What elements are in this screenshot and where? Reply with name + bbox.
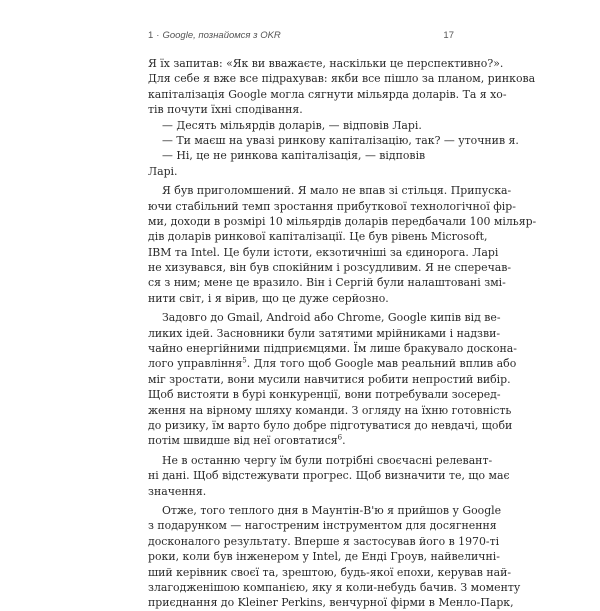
text-line bbox=[148, 102, 454, 117]
text-line-continuation: . bbox=[342, 434, 346, 448]
text-line bbox=[148, 356, 517, 371]
text-line-content: до ризику, їм варто було добре підготуватися до невдачі, щоби bbox=[148, 418, 513, 432]
text-line-content: ся з ним; мене це вразило. Він і Сергій були налаштовані змі- bbox=[148, 276, 506, 290]
text-line bbox=[148, 549, 500, 564]
text-line bbox=[148, 71, 536, 86]
text-line bbox=[148, 260, 512, 275]
body-text bbox=[148, 56, 537, 611]
text-line-content: роки, коли був інженером у Intel, де Енді Гроув, найвеличні- bbox=[148, 550, 500, 564]
text-line-content: Задовго до Gmail, Android або Chrome, Google кипів від ве- bbox=[162, 311, 501, 325]
page-number: 17 bbox=[443, 30, 454, 41]
text-line bbox=[148, 418, 513, 433]
running-head-separator: · bbox=[156, 30, 160, 41]
text-line-content: з подарунком — нагостреним інструментом для досягнення bbox=[148, 519, 497, 533]
text-line bbox=[148, 183, 512, 198]
text-line bbox=[148, 291, 454, 306]
text-line bbox=[148, 453, 493, 468]
text-line-content: — Ти маєш на увазі ринкову капіталізацію, так? — уточнив я. bbox=[162, 133, 519, 147]
text-line bbox=[148, 372, 511, 387]
text-line-content: лого управління bbox=[148, 357, 243, 371]
text-line bbox=[148, 148, 454, 163]
footnote-marker[interactable]: 6 bbox=[337, 433, 343, 442]
text-line-content: капіталізація Google могла сягнути мільярда доларів. Та я хо- bbox=[148, 87, 507, 101]
text-line bbox=[148, 403, 512, 418]
text-line-content: приєднання до Kleiner Perkins, венчурної фірми в Менло-Парк, bbox=[148, 596, 514, 610]
chapter-number: 1 bbox=[148, 30, 154, 41]
text-line bbox=[148, 580, 521, 595]
text-line bbox=[148, 468, 510, 483]
text-line bbox=[148, 534, 500, 549]
text-line-content: Щоб вистояти в бурі конкуренції, вони потребували зосеред- bbox=[148, 388, 501, 402]
text-line-content: Для себе я вже все підрахував: якби все пішло за планом, ринкова bbox=[148, 72, 536, 86]
text-line-content: міг зростати, вони мусили навчитися робити непростий вибір. bbox=[148, 372, 511, 386]
text-line-content: злагодженішою компанією, яку я коли-небудь бачив. З моменту bbox=[148, 580, 521, 594]
footnote-marker[interactable]: 5 bbox=[242, 356, 247, 365]
text-line bbox=[148, 433, 454, 448]
text-line-content: дів доларів ринкової капіталізації. Це був рівень Microsoft, bbox=[148, 230, 488, 244]
text-line-content: ження на вірному шляху команди. З огляду на їхню готовність bbox=[148, 403, 512, 417]
text-line-content: — Десять мільярдів доларів, — відповів Ларі. bbox=[162, 118, 422, 132]
text-line bbox=[148, 503, 502, 518]
text-line-content: — Ні, це не ринкова капіталізація, — відповів bbox=[162, 149, 426, 163]
text-line-content: ні дані. Щоб відстежувати прогрес. Щоб визначити те, що має bbox=[148, 469, 510, 483]
text-line bbox=[148, 275, 506, 290]
text-line-content: IBM та Intel. Це були істоти, екзотичніші за єдинорога. Ларі bbox=[148, 245, 499, 259]
text-line-content: ми, доходи в розмірі 10 мільярдів доларів передбачали 100 мільяр- bbox=[148, 214, 537, 228]
text-line-content: ючи стабільний темп зростання прибуткової технологічної фір- bbox=[148, 199, 516, 213]
text-line-content: Я їх запитав: «Як ви вважаєте, наскільки це перспективно?». bbox=[148, 57, 504, 70]
text-line-content: потім швидше від неї оговтатися bbox=[148, 434, 338, 448]
text-line-content: тів почути їхні сподівання. bbox=[148, 103, 303, 117]
text-line-content: досконалого результату. Вперше я застосував його в 1970-ті bbox=[148, 534, 500, 548]
text-line-content: чайно енергійними підприємцями. Їм лише бракувало доскона- bbox=[148, 342, 517, 356]
text-line-content: нити світ, і я вірив, що це дуже серйозно. bbox=[148, 291, 389, 305]
text-line bbox=[148, 164, 454, 179]
text-line bbox=[148, 595, 514, 610]
text-line bbox=[148, 133, 519, 148]
text-line-content: ший керівник своєї та, зрештою, будь-якої епохи, керував най- bbox=[148, 565, 512, 579]
text-line bbox=[148, 245, 499, 260]
text-line bbox=[148, 565, 512, 580]
text-line bbox=[148, 387, 501, 402]
text-line-content: Не в останню чергу їм були потрібні своєчасні релевант- bbox=[162, 453, 493, 467]
text-line-content: Отже, того теплого дня в Маунтін-В'ю я прийшов у Google bbox=[162, 503, 502, 517]
text-line bbox=[148, 87, 507, 102]
text-line-content: Я був приголомшений. Я мало не впав зі стільця. Припуска- bbox=[162, 184, 512, 198]
text-line bbox=[148, 229, 488, 244]
text-line bbox=[148, 326, 501, 341]
text-line-continuation: . Для того щоб Google мав реальний вплив або bbox=[246, 357, 517, 371]
text-line-content: значення. bbox=[148, 484, 207, 498]
text-line bbox=[148, 56, 504, 71]
text-line bbox=[148, 484, 454, 499]
text-line bbox=[148, 518, 497, 533]
text-line bbox=[148, 199, 516, 214]
chapter-title: Google, познайомся з OKR bbox=[162, 30, 281, 41]
text-line bbox=[148, 118, 454, 133]
text-line-content: ликих ідей. Засновники були затятими мрійниками і надзви- bbox=[148, 326, 501, 340]
text-line bbox=[148, 214, 537, 229]
text-line-content: не хизувався, він був спокійним і розсудливим. Я не сперечав- bbox=[148, 261, 512, 275]
running-head bbox=[148, 30, 454, 44]
text-line-content: Ларі. bbox=[148, 164, 178, 178]
text-line bbox=[148, 341, 517, 356]
text-line bbox=[148, 310, 501, 325]
